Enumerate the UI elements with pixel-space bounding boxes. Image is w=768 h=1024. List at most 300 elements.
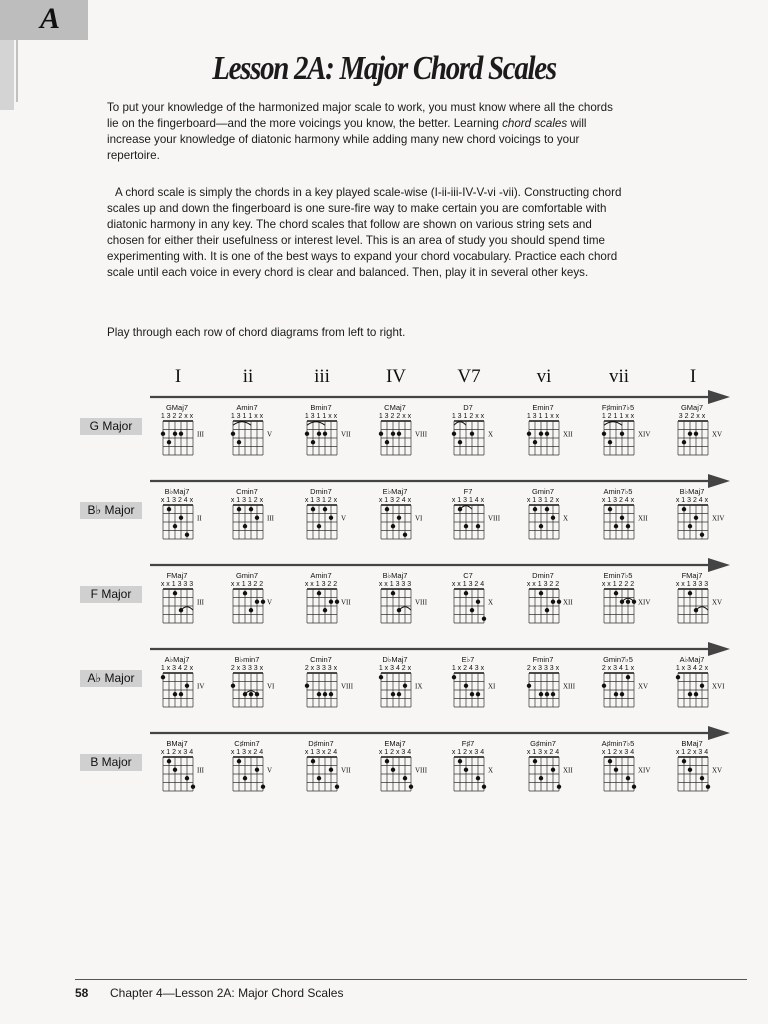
chord-fingering: 1 2 1 1 x x [601, 413, 635, 420]
finger-dot [452, 432, 456, 436]
finger-dot [311, 440, 315, 444]
chord-name: G♯min7 [530, 739, 556, 748]
finger-dot [551, 600, 555, 604]
finger-dot [557, 600, 561, 604]
finger-dot [688, 692, 692, 696]
finger-dot [470, 692, 474, 696]
chord-name: FMaj7 [166, 571, 188, 580]
finger-dot [397, 692, 401, 696]
finger-dot [243, 692, 247, 696]
finger-dot [185, 776, 189, 780]
chord-fingering: x 1 3 x 2 4 [304, 749, 338, 756]
chord-name: GMaj7 [680, 403, 704, 412]
finger-dot [317, 524, 321, 528]
fret-position: XI [488, 682, 496, 691]
chord-fingering: x 1 3 2 4 x [601, 497, 635, 504]
finger-dot [249, 608, 253, 612]
finger-dot [608, 759, 612, 763]
p1-emphasis: chord scales [502, 117, 568, 130]
finger-dot [167, 507, 171, 511]
key-label: G Major [80, 418, 142, 435]
chord-name: E♭7 [461, 655, 475, 664]
fret-position: III [267, 514, 274, 523]
fret-position: XV [712, 430, 723, 439]
finger-dot [551, 692, 555, 696]
page-number: 58 [75, 986, 89, 1000]
finger-dot [329, 768, 333, 772]
chord-name: FMaj7 [681, 571, 703, 580]
finger-dot [243, 524, 247, 528]
chord-fingering: x 1 3 2 4 x [160, 497, 194, 504]
p1-text-b: will increase your knowledge of diatonic harmony while adding many new chord voicings to your repertoire. [107, 117, 587, 162]
finger-dot [700, 776, 704, 780]
fret-position: X [488, 598, 494, 607]
finger-dot [317, 432, 321, 436]
chord-fingering: 3 2 2 x x [678, 413, 706, 420]
finger-dot [317, 776, 321, 780]
chord-name: F7 [463, 487, 473, 496]
chord-fingering: x x 1 3 3 3 [675, 581, 709, 588]
finger-dot [464, 591, 468, 595]
fret-position: V [341, 514, 347, 523]
finger-dot [608, 440, 612, 444]
finger-dot [694, 432, 698, 436]
footer-chapter-text: Chapter 4—Lesson 2A: Major Chord Scales [110, 986, 344, 1000]
finger-dot [179, 692, 183, 696]
finger-dot [545, 608, 549, 612]
finger-dot [682, 507, 686, 511]
chord-fingering: 1 3 1 1 x x [526, 413, 560, 420]
finger-dot [261, 785, 265, 789]
finger-dot [161, 432, 165, 436]
finger-dot [626, 600, 630, 604]
finger-dot [329, 692, 333, 696]
fret-position: X [488, 766, 494, 775]
chord-fingering: 1 x 3 4 2 x [160, 665, 194, 672]
finger-dot [317, 692, 321, 696]
chord-name: BMaj7 [681, 739, 703, 748]
chord-name: E♭Maj7 [382, 487, 408, 496]
chord-fingering: x x 1 3 2 2 [526, 581, 560, 588]
chord-name: Gmin7 [531, 487, 555, 496]
finger-dot [161, 675, 165, 679]
finger-dot [614, 524, 618, 528]
finger-dot [231, 432, 235, 436]
finger-dot [557, 785, 561, 789]
finger-dot [261, 600, 265, 604]
finger-dot [179, 608, 183, 612]
finger-dot [470, 608, 474, 612]
fret-position: XII [638, 514, 648, 523]
footer-rule [75, 979, 747, 980]
row-arrow-head [708, 390, 730, 404]
finger-dot [397, 516, 401, 520]
finger-dot [545, 692, 549, 696]
finger-dot [632, 785, 636, 789]
finger-dot [626, 524, 630, 528]
finger-dot [608, 507, 612, 511]
finger-dot [179, 432, 183, 436]
finger-dot [688, 768, 692, 772]
fret-position: VII [341, 430, 351, 439]
chord-fingering: 2 x 3 3 3 x [230, 665, 264, 672]
chord-name: Cmin7 [236, 487, 258, 496]
finger-dot [626, 675, 630, 679]
chord-name: GMaj7 [165, 403, 189, 412]
fret-position: XIV [712, 514, 725, 523]
chord-name: A♭Maj7 [679, 655, 705, 664]
chord-name: B♭Maj7 [679, 487, 705, 496]
chord-fingering: x 1 3 1 2 x [230, 497, 264, 504]
fret-position: XIII [563, 682, 576, 691]
finger-dot [385, 759, 389, 763]
finger-dot [476, 524, 480, 528]
fret-position: XII [563, 766, 573, 775]
intro-paragraph-3 [107, 325, 627, 341]
fret-position: V [267, 598, 273, 607]
finger-dot [323, 692, 327, 696]
finger-dot [620, 600, 624, 604]
finger-dot [602, 684, 606, 688]
chord-fingering: 1 3 1 1 x x [230, 413, 264, 420]
section-letter: A [40, 2, 61, 35]
finger-dot [317, 591, 321, 595]
fret-position: VIII [415, 598, 428, 607]
finger-dot [237, 759, 241, 763]
fret-position: V [267, 766, 273, 775]
chord-name: EMaj7 [384, 739, 406, 748]
finger-dot [620, 516, 624, 520]
chord-name: B♭min7 [234, 655, 260, 664]
chord-fingering: 1 3 1 2 x x [451, 413, 485, 420]
finger-dot [602, 432, 606, 436]
fret-position: V [267, 430, 273, 439]
finger-dot [323, 507, 327, 511]
finger-dot [255, 600, 259, 604]
fret-position: III [197, 766, 204, 775]
finger-dot [539, 591, 543, 595]
finger-dot [323, 608, 327, 612]
finger-dot [409, 785, 413, 789]
finger-dot [482, 785, 486, 789]
finger-dot [379, 432, 383, 436]
degree-6: vi [536, 366, 552, 387]
section-tab [0, 0, 88, 40]
chord-fingering: x x 1 3 2 2 [304, 581, 338, 588]
finger-dot [249, 507, 253, 511]
chord-fingering: 2 x 3 4 1 x [601, 665, 635, 672]
finger-dot [545, 432, 549, 436]
lesson-title: Lesson 2A: Major Chord Scales [212, 50, 556, 87]
finger-dot [311, 759, 315, 763]
finger-dot [255, 516, 259, 520]
intro-paragraph-1 [107, 100, 627, 164]
chord-name: F♯7 [461, 739, 475, 748]
chord-fingering: x 1 3 x 2 4 [230, 749, 264, 756]
finger-dot [249, 692, 253, 696]
chord-name: F♯min7♭5 [601, 403, 635, 412]
page-edge-line [16, 40, 18, 102]
finger-dot [191, 785, 195, 789]
finger-dot [185, 684, 189, 688]
chord-name: Emin7 [532, 403, 554, 412]
finger-dot [391, 768, 395, 772]
chord-fingering: x 1 2 x 3 4 [601, 749, 635, 756]
finger-dot [476, 600, 480, 604]
fret-position: VII [341, 598, 351, 607]
chord-name: CMaj7 [384, 403, 406, 412]
fret-position: II [197, 514, 202, 523]
finger-dot [533, 440, 537, 444]
finger-dot [694, 692, 698, 696]
fret-position: III [197, 430, 204, 439]
degree-5: V7 [457, 366, 481, 387]
finger-dot [620, 692, 624, 696]
row-arrow-head [708, 558, 730, 572]
chord-name: Amin7 [236, 403, 258, 412]
finger-dot [243, 591, 247, 595]
finger-dot [688, 591, 692, 595]
finger-dot [458, 507, 462, 511]
chord-fingering: x 1 2 x 3 4 [675, 749, 709, 756]
finger-dot [694, 516, 698, 520]
finger-dot [682, 440, 686, 444]
chord-name: Amin7♭5 [603, 487, 633, 496]
chord-name: B♭Maj7 [164, 487, 190, 496]
finger-dot [335, 785, 339, 789]
chord-fingering: x 1 3 1 4 x [451, 497, 485, 504]
finger-dot [700, 684, 704, 688]
finger-dot [391, 591, 395, 595]
finger-dot [173, 524, 177, 528]
row-arrow-head [708, 642, 730, 656]
finger-dot [403, 684, 407, 688]
chord-fingering: x 1 3 2 4 x [378, 497, 412, 504]
chord-fingering: x 1 2 x 3 4 [160, 749, 194, 756]
fret-position: XIV [638, 598, 651, 607]
finger-dot [173, 432, 177, 436]
fret-position: VIII [341, 682, 354, 691]
finger-dot [626, 776, 630, 780]
finger-dot [379, 675, 383, 679]
chord-scale-chart [0, 360, 768, 820]
finger-dot [243, 776, 247, 780]
fret-position: VI [415, 514, 423, 523]
finger-dot [391, 432, 395, 436]
finger-dot [539, 432, 543, 436]
chord-fingering: x x 1 3 3 3 [160, 581, 194, 588]
chord-fingering: 2 x 3 3 3 x [526, 665, 560, 672]
finger-dot [470, 432, 474, 436]
finger-dot [539, 776, 543, 780]
finger-dot [676, 675, 680, 679]
key-label: F Major [80, 586, 142, 603]
fret-position: VI [267, 682, 275, 691]
degree-3: iii [314, 366, 330, 387]
finger-dot [305, 684, 309, 688]
chord-fingering: x x 1 3 2 2 [230, 581, 264, 588]
barre-arc [233, 422, 251, 426]
chord-name: Amin7 [310, 571, 332, 580]
chord-fingering: x 1 2 x 3 4 [378, 749, 412, 756]
chord-name: A♭Maj7 [164, 655, 190, 664]
chord-name: Emin7♭5 [603, 571, 633, 580]
chord-fingering: 1 3 2 2 x x [378, 413, 412, 420]
fret-position: X [563, 514, 569, 523]
chord-name: Gmin7♭5 [603, 655, 633, 664]
finger-dot [329, 516, 333, 520]
chord-fingering: x x 1 3 2 4 [451, 581, 485, 588]
key-label: B♭ Major [80, 502, 142, 519]
finger-dot [632, 600, 636, 604]
fret-position: XIV [638, 430, 651, 439]
finger-dot [173, 591, 177, 595]
finger-dot [237, 440, 241, 444]
finger-dot [700, 533, 704, 537]
finger-dot [329, 600, 333, 604]
fret-position: XIV [638, 766, 651, 775]
finger-dot [527, 684, 531, 688]
finger-dot [237, 507, 241, 511]
finger-dot [323, 432, 327, 436]
finger-dot [458, 440, 462, 444]
finger-dot [614, 768, 618, 772]
chord-fingering: 1 3 2 2 x x [160, 413, 194, 420]
intro-paragraph-2 [107, 185, 627, 281]
chord-fingering: x 1 2 x 3 4 [451, 749, 485, 756]
chord-fingering: x x 1 3 3 3 [378, 581, 412, 588]
finger-dot [403, 533, 407, 537]
finger-dot [385, 440, 389, 444]
fret-position: VIII [488, 514, 501, 523]
finger-dot [539, 692, 543, 696]
finger-dot [694, 608, 698, 612]
chord-name: BMaj7 [166, 739, 188, 748]
degree-2: ii [242, 366, 254, 387]
degree-7: vii [608, 366, 630, 387]
fret-position: XV [712, 598, 723, 607]
chord-name: Dmin7 [310, 487, 332, 496]
finger-dot [482, 617, 486, 621]
barre-arc [307, 422, 325, 426]
chord-name: D♭Maj7 [382, 655, 408, 664]
barre-arc [604, 422, 622, 426]
chord-name: Bmin7 [310, 403, 332, 412]
fret-position: XVI [712, 682, 725, 691]
chord-name: Dmin7 [532, 571, 554, 580]
finger-dot [255, 692, 259, 696]
finger-dot [452, 675, 456, 679]
key-label: B Major [80, 754, 142, 771]
fret-position: VII [341, 766, 351, 775]
chord-name: D♯min7 [308, 739, 334, 748]
finger-dot [179, 516, 183, 520]
fret-position: XV [712, 766, 723, 775]
finger-dot [533, 759, 537, 763]
chord-fingering: 1 x 2 4 3 x [451, 665, 485, 672]
fret-position: XV [638, 682, 649, 691]
chord-fingering: x 1 3 1 2 x [304, 497, 338, 504]
finger-dot [167, 440, 171, 444]
finger-dot [464, 684, 468, 688]
chord-name: D7 [463, 403, 473, 412]
finger-dot [476, 692, 480, 696]
finger-dot [539, 524, 543, 528]
finger-dot [335, 600, 339, 604]
chord-fingering: 2 x 3 3 3 x [304, 665, 338, 672]
chord-name: Fmin7 [532, 655, 554, 664]
finger-dot [231, 684, 235, 688]
finger-dot [688, 432, 692, 436]
finger-dot [403, 776, 407, 780]
finger-dot [255, 768, 259, 772]
chord-fingering: x 1 3 x 2 4 [526, 749, 560, 756]
fret-position: XII [563, 430, 573, 439]
p1-text-a: To put your knowledge of the harmonized major scale to work, you must know where all the chords lie on the fingerboard—and the more voicings you know, the better. Learning [107, 101, 613, 130]
row-arrow-head [708, 726, 730, 740]
finger-dot [533, 507, 537, 511]
finger-dot [688, 524, 692, 528]
fret-position: VIII [415, 430, 428, 439]
page-edge-strip [0, 40, 14, 110]
finger-dot [311, 507, 315, 511]
finger-dot [464, 524, 468, 528]
finger-dot [305, 432, 309, 436]
chord-fingering: x 1 3 2 4 x [675, 497, 709, 504]
fret-position: XII [563, 598, 573, 607]
finger-dot [458, 759, 462, 763]
key-label: A♭ Major [80, 670, 142, 687]
chord-fingering: 1 3 1 1 x x [304, 413, 338, 420]
fret-position: III [197, 598, 204, 607]
chord-name: B♭Maj7 [382, 571, 408, 580]
finger-dot [614, 692, 618, 696]
finger-dot [464, 768, 468, 772]
finger-dot [551, 516, 555, 520]
finger-dot [706, 785, 710, 789]
finger-dot [551, 768, 555, 772]
chord-name: C7 [463, 571, 473, 580]
chord-name: Gmin7 [235, 571, 259, 580]
chord-fingering: x x 1 2 2 2 [601, 581, 635, 588]
chord-fingering: 1 x 3 4 2 x [675, 665, 709, 672]
p3-text: Play through each row of chord diagrams from left to right. [107, 326, 406, 339]
fret-position: IX [415, 682, 423, 691]
degree-1: I [174, 366, 182, 387]
finger-dot [173, 692, 177, 696]
chord-name: C♯min7 [234, 739, 260, 748]
finger-dot [682, 759, 686, 763]
degree-8: I [689, 366, 697, 387]
finger-dot [391, 692, 395, 696]
finger-dot [397, 608, 401, 612]
finger-dot [545, 507, 549, 511]
finger-dot [167, 759, 171, 763]
finger-dot [476, 776, 480, 780]
finger-dot [614, 591, 618, 595]
fret-position: VIII [415, 766, 428, 775]
finger-dot [185, 533, 189, 537]
p2-text: A chord scale is simply the chords in a key played scale-wise (I-ii-iii-IV-V-vi -vii). Constructing chord scales up and down the fingerboard is one sure-fire way to make certain you are comfortable with diatonic harmony in any key. The chord scales that follow are shown on various string sets and chosen for either their usefulness or interest level. This is an area of study you should spend time experimenting with. It is one of the best ways to expand your chord vocabulary. Practice each chord scale until each voice in every chord is clear and balanced. Then, play it in several other keys. [107, 186, 622, 279]
chord-name: A♯min7♭5 [601, 739, 635, 748]
chord-fingering: 1 x 3 4 2 x [378, 665, 412, 672]
fret-position: IV [197, 682, 205, 691]
finger-dot [527, 432, 531, 436]
finger-dot [385, 507, 389, 511]
finger-dot [620, 432, 624, 436]
finger-dot [173, 768, 177, 772]
chord-name: Cmin7 [310, 655, 332, 664]
